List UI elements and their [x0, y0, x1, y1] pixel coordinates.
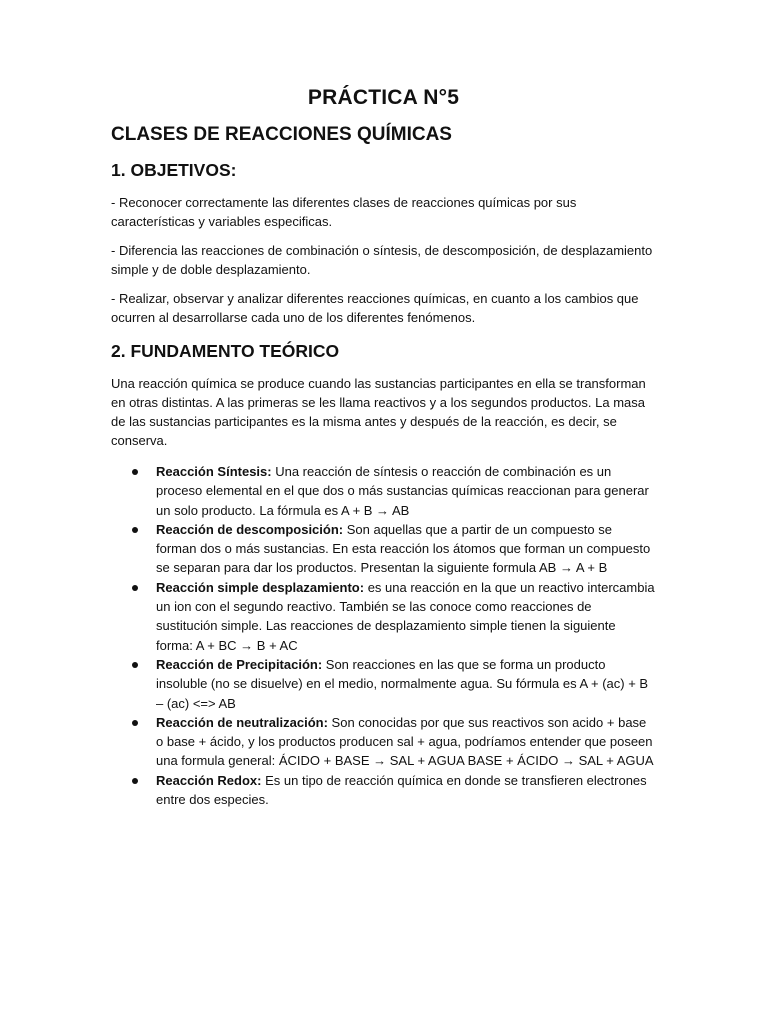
reaction-description: Son aquellas que a partir de un compuesto se forman dos o más sustancias. En esta reacción los átomos que forman un compuesto se separan para dar los productos. Presentan la siguiente formula AB → A + B — [156, 521, 651, 576]
reaction-term: Reacción simple desplazamiento: — [156, 579, 365, 595]
bullet-icon — [132, 662, 138, 668]
reaction-item-synthesis — [111, 462, 656, 520]
theory-intro: Una reacción química se produce cuando las sustancias participantes en ella se transforman en otras distintas. A las primeras se les llama reactivos y a los segundos productos. La masa de las sustancias participantes es la misma antes y después de la reacción, es decir, se conserva. — [111, 376, 646, 448]
reaction-description: Son conocidas por que sus reactivos son acido + base o base + ácido, y los productos producen sal + agua, podríamos entender que poseen una formula general: ÁCIDO + BASE → SAL + AGUA BASE + ÁCIDO → SAL + AGUA — [156, 714, 654, 769]
bullet-icon — [132, 720, 138, 726]
reaction-item-decomposition — [111, 520, 656, 578]
objectives-section — [111, 160, 656, 327]
reaction-list — [111, 462, 656, 809]
bullet-icon — [132, 778, 138, 784]
document-title: PRÁCTICA N°5 — [307, 86, 460, 109]
theory-section — [111, 341, 656, 809]
theory-heading: 2. FUNDAMENTO TEÓRICO — [111, 341, 340, 361]
reaction-description: Una reacción de síntesis o reacción de combinación es un proceso elemental en el que dos o más sustancias químicas reaccionan para generar un solo producto. La fórmula es A + B → AB — [156, 464, 649, 518]
reaction-term: Reacción Síntesis: — [156, 464, 272, 479]
reaction-term: Reacción de descomposición: — [156, 521, 344, 537]
reaction-item-neutralization — [111, 713, 656, 771]
reaction-item-simple-displacement — [111, 578, 656, 655]
objective-item: - Realizar, observar y analizar diferentes reacciones químicas, en cuanto a los cambios que ocurren al desarrollarse cada uno de los diferentes fenómenos. — [111, 291, 639, 325]
reaction-description: es una reacción en la que un reactivo intercambia un ion con el segundo reactivo. También se las conoce como reacciones de sustitución simple. Las reacciones de desplazamiento simple tienen la siguiente forma: A + BC → B + AC — [156, 579, 655, 653]
bullet-icon — [132, 469, 138, 475]
reaction-description: Es un tipo de reacción química en donde se transfieren electrones entre dos especies. — [156, 772, 647, 808]
reaction-description: Son reacciones en las que se forma un producto insoluble (no se disuelve) en el medio, normalmente agua. Su fórmula es A + (ac) + B – (ac) <=> AB — [156, 656, 649, 711]
bullet-icon — [132, 585, 138, 591]
reaction-item-precipitation — [111, 655, 656, 713]
objective-item: - Reconocer correctamente las diferentes clases de reacciones químicas por sus características y variables especificas. — [111, 195, 577, 229]
bullet-icon — [132, 527, 138, 533]
reaction-term: Reacción Redox: — [156, 772, 262, 788]
reaction-term: Reacción de neutralización: — [156, 714, 328, 730]
objectives-heading: 1. OBJETIVOS: — [111, 160, 237, 180]
reaction-item-redox — [111, 771, 656, 810]
objective-item: - Diferencia las reacciones de combinación o síntesis, de descomposición, de desplazamiento simple y de doble desplazamiento. — [111, 243, 653, 277]
reaction-term: Reacción de Precipitación: — [156, 656, 323, 672]
document-subtitle: CLASES DE REACCIONES QUÍMICAS — [111, 124, 452, 145]
